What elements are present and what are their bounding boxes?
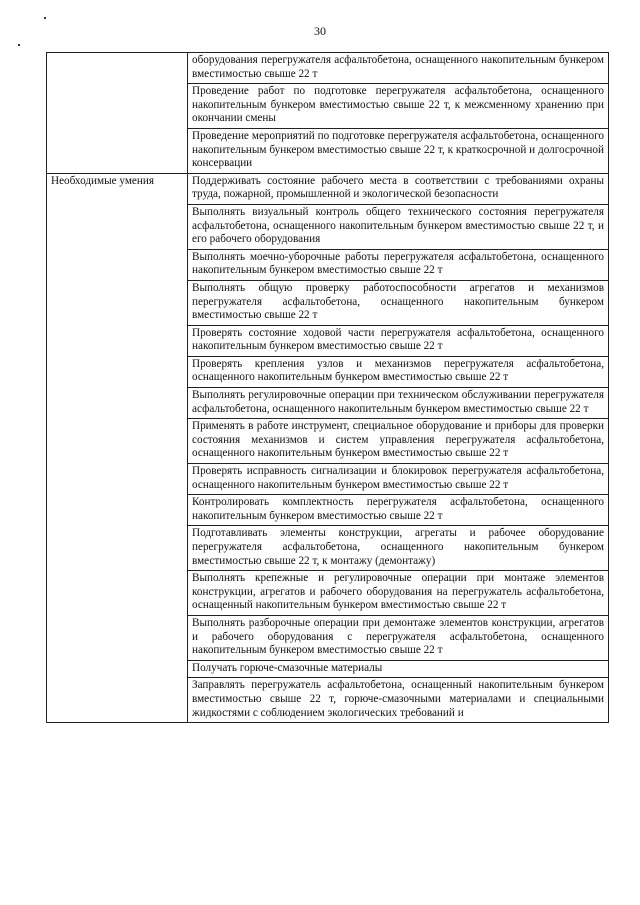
scan-speck	[44, 17, 46, 19]
requirement-item: Проведение мероприятий по подготовке перегружателя асфальтобетона, оснащенного накопительным бункером вместимостью свыше 22 т, к краткосрочной и долгосрочной консервации	[188, 128, 609, 173]
table-row	[47, 173, 609, 204]
skills-label: Необходимые умения	[47, 173, 188, 722]
requirement-item: Проверять крепления узлов и механизмов перегружателя асфальтобетона, оснащенного накопительным бункером вместимостью свыше 22 т	[188, 356, 609, 387]
requirement-item: Выполнять крепежные и регулировочные операции при монтаже элементов конструкции, агрегатов и рабочего оборудования на перегружатель асфальтобетона, оснащенный накопительным бункером вместимостью свыше 22 т	[188, 571, 609, 616]
requirement-item: Поддерживать состояние рабочего места в соответствии с требованиями охраны труда, пожарной, промышленной и экологической безопасности	[188, 173, 609, 204]
requirement-item: Проверять исправность сигнализации и блокировок перегружателя асфальтобетона, оснащенного накопительным бункером вместимостью свыше 22 т	[188, 464, 609, 495]
requirement-item: Выполнять визуальный контроль общего технического состояния перегружателя асфальтобетона, оснащенного накопительным бункером вместимостью свыше 22 т, и его рабочего оборудования	[188, 204, 609, 249]
table-row	[47, 53, 609, 84]
requirement-item: Проведение работ по подготовке перегружателя асфальтобетона, оснащенного накопительным бункером вместимостью свыше 22 т, к межсменному хранению при окончании смены	[188, 84, 609, 129]
requirements-table	[46, 52, 609, 723]
requirement-item: Выполнять моечно-уборочные работы перегружателя асфальтобетона, оснащенного накопительным бункером вместимостью свыше 22 т	[188, 249, 609, 280]
label-cell-empty	[47, 53, 188, 174]
scan-speck	[18, 44, 20, 46]
page-number: 30	[314, 24, 326, 38]
requirement-item: Заправлять перегружатель асфальтобетона, оснащенный накопительным бункером вместимостью свыше 22 т, горюче-смазочными материалами и специальными жидкостями с соблюдением экологических требований и	[188, 678, 609, 723]
requirement-item: Контролировать комплектность перегружателя асфальтобетона, оснащенного накопительным бункером вместимостью свыше 22 т	[188, 495, 609, 526]
requirement-item: оборудования перегружателя асфальтобетона, оснащенного накопительным бункером вместимостью свыше 22 т	[188, 53, 609, 84]
requirement-item: Выполнять регулировочные операции при техническом обслуживании перегружателя асфальтобетона, оснащенного накопительным бункером вместимостью свыше 22 т	[188, 388, 609, 419]
requirement-item: Проверять состояние ходовой части перегружателя асфальтобетона, оснащенного накопительным бункером вместимостью свыше 22 т	[188, 325, 609, 356]
requirement-item: Применять в работе инструмент, специальное оборудование и приборы для проверки состояния механизмов и систем управления перегружателя асфальтобетона, оснащенного накопительным бункером вместимостью свыше 22 т	[188, 419, 609, 464]
requirement-item: Подготавливать элементы конструкции, агрегаты и рабочее оборудование перегружателя асфальтобетона, оснащенного накопительным бункером вместимостью свыше 22 т, к монтажу (демонтажу)	[188, 526, 609, 571]
requirement-item: Выполнять разборочные операции при демонтаже элементов конструкции, агрегатов и рабочего оборудования с перегружателя асфальтобетона, оснащенного накопительным бункером вместимостью свыше 22 т	[188, 615, 609, 660]
requirement-item: Получать горюче-смазочные материалы	[188, 660, 609, 678]
requirement-item: Выполнять общую проверку работоспособности агрегатов и механизмов перегружателя асфальтобетона, оснащенного накопительным бункером вместимостью свыше 22 т	[188, 280, 609, 325]
